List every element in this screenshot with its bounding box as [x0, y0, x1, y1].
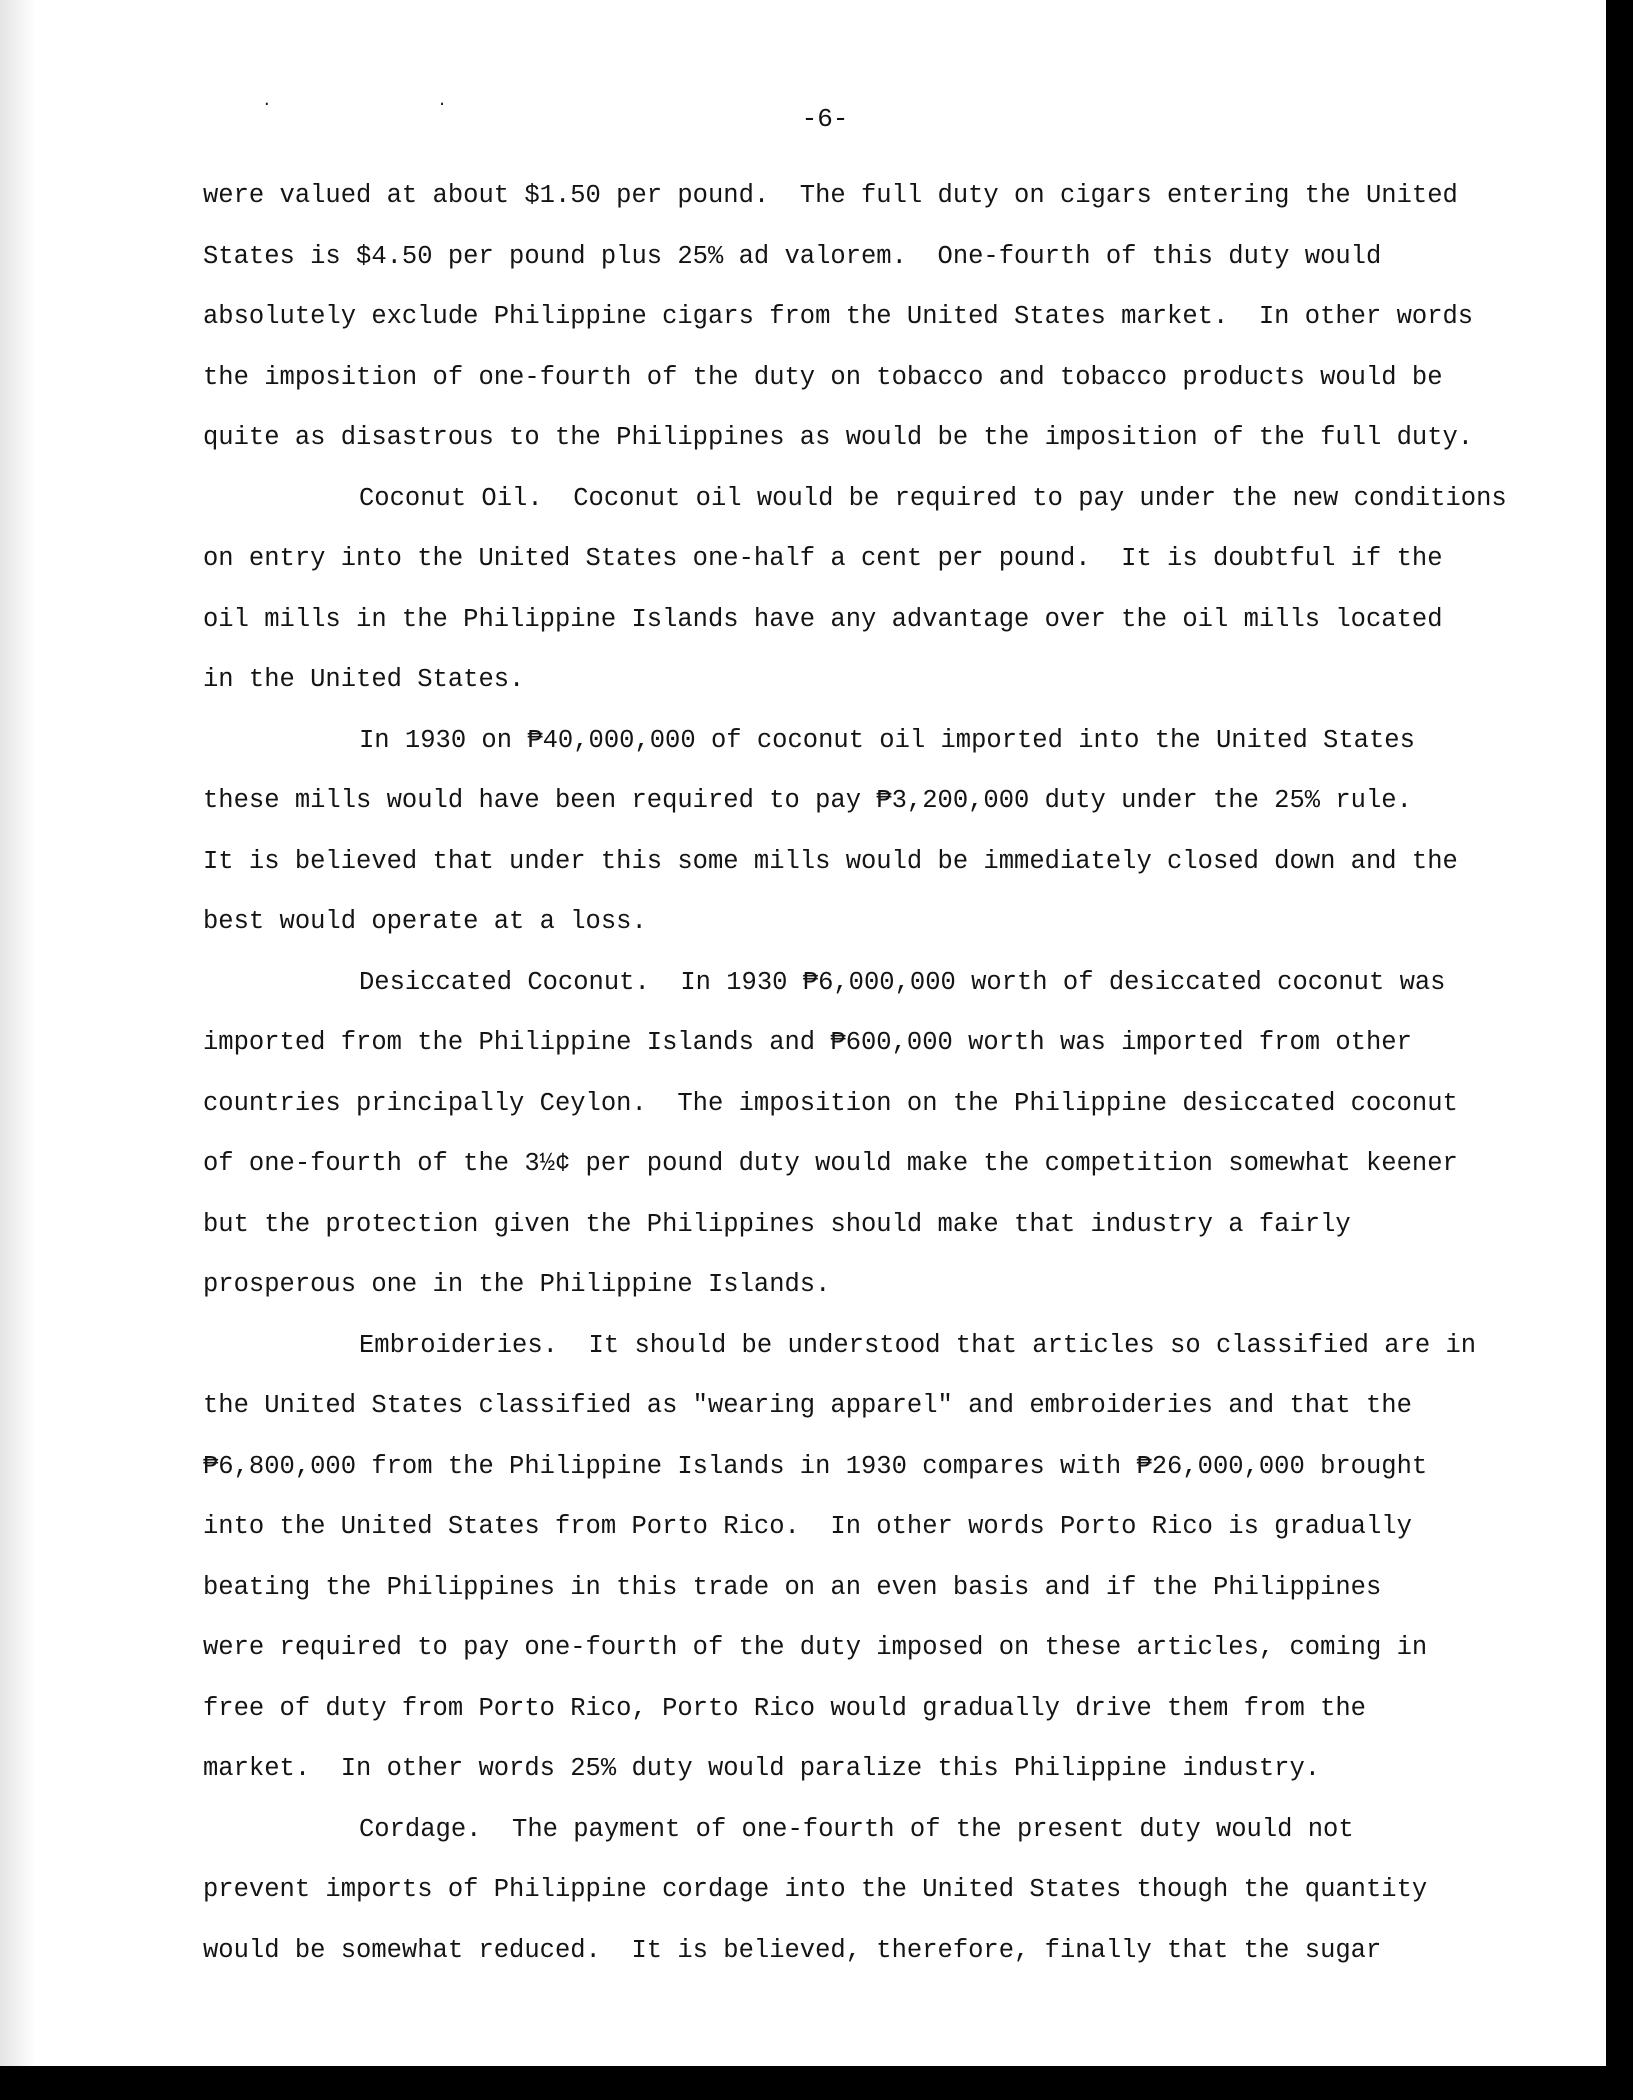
- text-line: quite as disastrous to the Philippines as would be the imposition of the full duty.: [203, 423, 1474, 452]
- text-line: were valued at about $1.50 per pound. The full duty on cigars entering the United: [203, 181, 1458, 210]
- text-line: Desiccated Coconut. In 1930 ₱6,000,000 worth of desiccated coconut was: [359, 967, 1446, 997]
- text-line: of one-fourth of the 3½¢ per pound duty would make the competition somewhat keener: [203, 1149, 1458, 1178]
- text-line: prosperous one in the Philippine Islands.: [203, 1270, 831, 1299]
- text-line: imported from the Philippine Islands and ₱600,000 worth was imported from other: [203, 1028, 1412, 1057]
- text-line: ₱6,800,000 from the Philippine Islands in 1930 compares with ₱26,000,000 brought: [203, 1451, 1428, 1481]
- text-line: would be somewhat reduced. It is believed, therefore, finally that the sugar: [203, 1935, 1382, 1965]
- text-line: but the protection given the Philippines should make that industry a fairly: [203, 1209, 1351, 1239]
- text-line: were required to pay one-fourth of the duty imposed on these articles, coming in: [203, 1633, 1428, 1662]
- text-line: Embroideries. It should be understood that articles so classified are in: [359, 1330, 1477, 1360]
- text-line: free of duty from Porto Rico, Porto Rico would gradually drive them from the: [203, 1693, 1366, 1723]
- text-line: beating the Philippines in this trade on an even basis and if the Philippines: [203, 1572, 1382, 1602]
- body-text: [203, 166, 1563, 1981]
- text-line: prevent imports of Philippine cordage into the United States though the quantity: [203, 1875, 1428, 1904]
- scan-specks: . .: [262, 92, 525, 110]
- text-line: It is believed that under this some mills would be immediately closed down and the: [203, 846, 1458, 876]
- text-line: market. In other words 25% duty would paralize this Philippine industry.: [203, 1754, 1321, 1783]
- text-line: in the United States.: [203, 665, 525, 694]
- text-line: into the United States from Porto Rico. In other words Porto Rico is gradually: [203, 1512, 1412, 1541]
- page-number: -6-: [801, 104, 849, 134]
- text-line: Coconut Oil. Coconut oil would be required to pay under the new conditions: [359, 483, 1507, 513]
- text-line: the United States classified as "wearing apparel" and embroideries and that the: [203, 1391, 1412, 1420]
- text-line: best would operate at a loss.: [203, 907, 647, 936]
- text-line: these mills would have been required to pay ₱3,200,000 duty under the 25% rule.: [203, 786, 1412, 815]
- text-line: countries principally Ceylon. The imposition on the Philippine desiccated coconut: [203, 1088, 1458, 1118]
- text-line: absolutely exclude Philippine cigars from the United States market. In other words: [203, 302, 1474, 331]
- text-line: States is $4.50 per pound plus 25% ad valorem. One-fourth of this duty would: [203, 241, 1382, 271]
- text-line: the imposition of one-fourth of the duty on tobacco and tobacco products would be: [203, 362, 1443, 392]
- text-line: oil mills in the Philippine Islands have any advantage over the oil mills located: [203, 604, 1443, 634]
- text-line: on entry into the United States one-half a cent per pound. It is doubtful if the: [203, 544, 1443, 573]
- text-line: In 1930 on ₱40,000,000 of coconut oil imported into the United States: [359, 725, 1415, 755]
- text-line: Cordage. The payment of one-fourth of the present duty would not: [359, 1814, 1354, 1844]
